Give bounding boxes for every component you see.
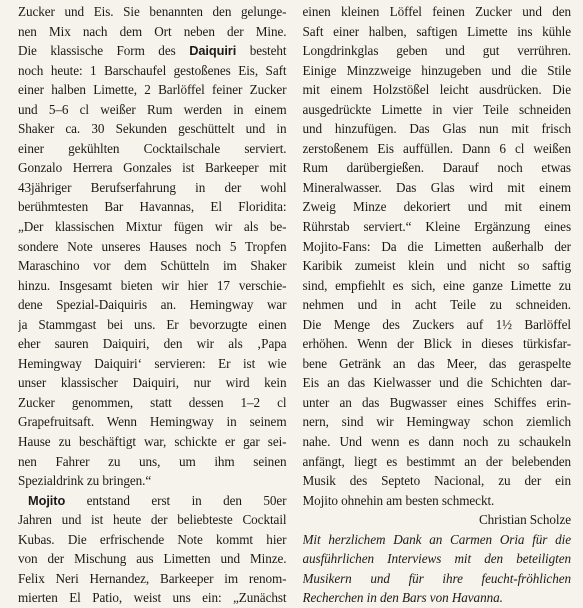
text-line: ausgedrückte Limette in vier Teile schneiden — [302, 101, 571, 117]
text-line: mit einem Holzstößel leicht ausdrücken. Die — [302, 82, 571, 98]
text-line: unter an das Bugwasser eines Schiffes erin- — [302, 394, 571, 410]
daiquiri-term: Daiquiri — [189, 43, 237, 59]
text-line: Mineralwasser. Das Glas wird mit einem — [302, 179, 571, 195]
author-name: Christian Scholze — [478, 512, 571, 528]
text-line: Gonzalo Herrera Gonzales ist Barkeeper mit — [18, 160, 287, 176]
right-column — [302, 2, 572, 606]
text-line: Musik des Septeto Nacional, zu der ein — [302, 473, 571, 489]
text-line: Die Menge des Zuckers auf 1½ Barlöffel — [302, 316, 571, 332]
text-line: anfängt, liegt es bestimmt an der belebenden — [302, 453, 571, 469]
text-line: Karibik zumeist klein und nicht so saftig — [302, 258, 571, 274]
acknowledgement-line: Mit herzlichem Dank an Carmen Oria für die — [302, 531, 571, 547]
text-line: Spezialdrink zu bringen.“ — [18, 473, 152, 489]
text-line: Saft einer halben, saftigen Limette ins kühle — [302, 23, 571, 39]
text-line: Zucker und Eis. Sie benannten den gelunge- — [18, 4, 287, 19]
text-line: und hinzufügen. Das Glas nun mit frisch — [302, 121, 571, 137]
text-line: einen kleinen Löffel feinen Zucker und den — [302, 4, 571, 19]
text-line: von der Mischung aus Limetten und Minze. — [18, 551, 287, 567]
text-line: Grapefruitsaft. Wenn Hemingway in seinem — [18, 414, 287, 430]
text-line: noch heute: 1 Barschaufel gestoßenes Eis, Saft — [18, 62, 287, 78]
text-line: Mojito-Fans: Da die Limetten außerhalb der — [302, 238, 571, 254]
text-line: Einige Minzzweige hinzugeben und die Stile — [302, 62, 571, 78]
text-line: Rum darübergießen. Darauf noch etwas — [302, 160, 571, 176]
text-line: einer halben Limette, 2 Barlöffel feiner Zucker — [18, 82, 287, 98]
text-line — [18, 491, 287, 511]
text-line: hinzu. Insgesamt bieten wir hier 17 verschie- — [18, 277, 287, 293]
text-line: Kubas. Die erfrischende Note kommt hier — [18, 531, 287, 547]
text-line: sondere Note unseres Hauses noch 5 Tropfen — [18, 238, 287, 254]
mojito-term: Mojito — [28, 492, 66, 508]
text-line: eher sauren Daiquiri, den wir als ‚Papa — [18, 336, 287, 352]
text-line: nen Mix nach dem Ort neben der Mine. — [18, 23, 287, 39]
text-fragment: entstand erst in den 50er — [65, 492, 287, 508]
text-line: Shaker ca. 30 Sekunden geschüttelt und in — [18, 121, 287, 137]
text-line: nehmen und in acht Teile zu schneiden. — [302, 297, 571, 313]
text-line: erhöhen. Wenn der Blick in dieses türkisfar- — [302, 336, 571, 352]
text-line: Hause zu beschäftigt war, schickte er gar sei- — [18, 434, 287, 450]
text-line: nern, sind wir Hemingway schon ziemlich — [302, 414, 571, 430]
text-line: Mojito ohnehin am besten schmeckt. — [302, 492, 495, 508]
text-line: Zucker genommen, statt dessen 1–2 cl — [18, 394, 287, 410]
text-line: nen Fahrer zu uns, um ihm seinen — [18, 453, 287, 469]
text-fragment: besteht — [236, 43, 287, 59]
acknowledgement-line: Recherchen in den Bars von Havanna. — [302, 590, 503, 606]
text-line: einer gekühlten Cocktailschale serviert. — [18, 140, 287, 156]
text-line: sind, empfiehlt es sich, eine ganze Limette zu — [302, 277, 571, 293]
left-column — [18, 2, 287, 606]
text-line: Felix Neri Hernandez, Barkeeper im renom- — [18, 570, 287, 586]
text-line: Maraschino vor dem Schütteln im Shaker — [18, 258, 287, 274]
text-line: berühmtesten Bar Havannas, El Floridita: — [18, 199, 287, 215]
text-line: nahe. Und wenn es dann noch zu schaukeln — [302, 434, 571, 450]
text-line: Eis an das Kielwasser und die Schichten dar- — [302, 375, 571, 391]
text-line: zerstoßenem Eis auffüllen. Dann 6 cl weißen — [302, 140, 571, 156]
text-line: unser klassischer Daiquiri, nur wird kein — [18, 375, 287, 391]
acknowledgement-line: Musikern und für ihre feucht-fröhlichen — [302, 570, 571, 586]
text-line: 43jähriger Berufserfahrung in der wohl — [18, 179, 287, 195]
text-line: Hemingway Daiquiri‘ servieren: Er ist wie — [18, 355, 287, 371]
text-line: mierten El Patio, weist uns ein: „Zunächst — [18, 590, 287, 606]
text-line: Longdrinkglas geben und gut verrühren. — [302, 43, 571, 59]
text-line: bene Getränk an das Meer, das geraspelte — [302, 355, 571, 371]
text-line: Rührstab serviert.“ Kleine Ergänzung eines — [302, 219, 571, 235]
text-fragment: Die klassische Form des — [18, 43, 190, 59]
text-line: dene Spezial-Daiquiris an. Hemingway war — [18, 297, 287, 313]
text-line: Zweig Minze dekoriert und mit einem — [302, 199, 571, 215]
text-line: ja Stammgast bei uns. Er bevorzugte einen — [18, 316, 287, 332]
text-line: „Der klassischen Mixtur fügen wir als be- — [18, 219, 287, 235]
acknowledgement-line: ausführlichen Interviews mit den beteiligten — [302, 551, 571, 567]
text-line: und 5–6 cl weißer Rum werden in einem — [18, 101, 287, 117]
text-line — [18, 41, 287, 61]
text-line: Jahren und ist heute der beliebteste Cocktail — [18, 512, 287, 528]
